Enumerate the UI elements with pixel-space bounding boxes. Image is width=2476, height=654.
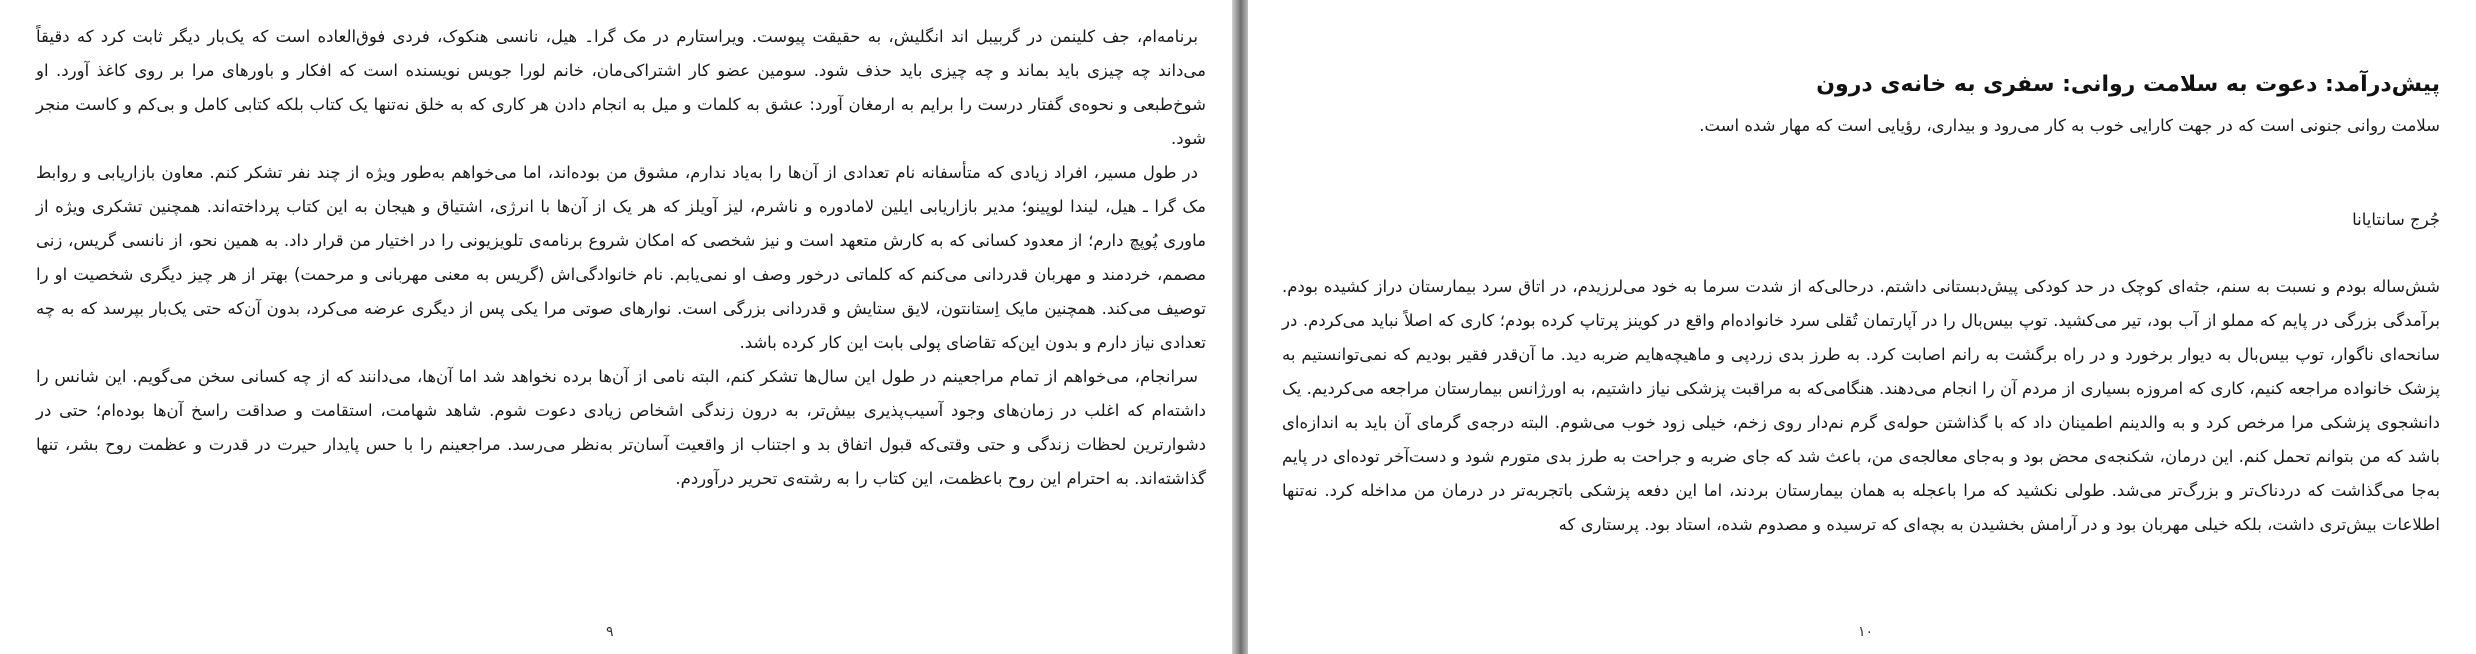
page-number-right: ۱۰ <box>1858 624 1874 640</box>
epigraph-attribution: جُرج سانتایانا <box>2352 210 2440 229</box>
acknowledgment-paragraph: در طول مسیر، افراد زیادی که متأسفانه نام تعدادی از آن‌ها را به‌یاد ندارم، مشوق من بوده‌اند، اما می‌خواهم به‌طور ویژه از چند نفر تشکر کنم. معاون بازاریابی و روابط مک گرا ـ هیل، لیندا لوپینو؛ مدیر بازاریابی ایلین لامادوره و ناشرم، لیز آویلز که هر یک از آن‌ها با انرژی، اشتیاق و هیجان به این کتاب پرداخته‌اند. همچنین تشکری ویژه از ماوری پُوپچ دارم؛ از معدود کسانی که به کارش متعهد است و نیز شخصی که امکان شروع برنامه‌ی تلویزیونی را در اختیار من قرار داد. به همین نحو، از نانسی گریس، زنی مصمم، خردمند و مهربان قدردانی می‌کنم که کلماتی درخور وصف او نمی‌یابم. نام خانوادگی‌اش (گریس به معنی مهربانی و مرحمت) بهتر از هر چیز دیگری شخصیت او را توصیف می‌کند. همچنین مایک اِستانتون، لایق ستایش و قدردانی بزرگی است. نوارهای صوتی مرا یکی پس از دیگری عرضه می‌کرد، بدون آن‌که حتی یک‌بار بپرسد که به چه تعدادی نیاز دارم و بدون این‌که تقاضای پولی بابت این کار کرده باشد. <box>36 163 1206 352</box>
page-number-left: ۹ <box>606 624 614 640</box>
right-page <box>1248 0 2476 654</box>
right-page-text <box>1282 270 2440 542</box>
acknowledgment-paragraph: برنامه‌ام، جف کلینمن در گربیبل اند انگلیش، به حقیقت پیوست. ویراستارم در مک گرا۔ هیل، نانسی هنکوک، فردی فوق‌العاده است که یک‌بار دیگر ثابت کرد که دقیقاً می‌داند چه چیزی باید بماند و چه چیزی باید حذف شود. سومین عضو کار اشتراکی‌مان، خانم لورا جویس نویسنده است که افکار و باورهای مرا بر روی کاغذ آورد. او شوخ‌طبعی و نحوه‌ی گفتار درست را برایم به ارمغان آورد: عشق به کلمات و میل به انجام دادن هر کاری که به خلق نه‌تنها یک کتاب بلکه کتابی کامل و بی‌کم و کاست منجر شود. <box>36 27 1206 148</box>
body-paragraph: شش‌ساله بودم و نسبت به سنم، جثه‌ای کوچک در حد کودکی پیش‌دبستانی داشتم. درحالی‌که از شدت سرما به خود می‌لرزیدم، در اتاق سرد بیمارستان دراز کشیده بودم. برآمدگی بزرگی در پایم که مملو از آب بود، تیر می‌کشید. توپ بیس‌بال را در آپارتمان تُقلی سرد خانواده‌ام واقع در کوینز پرتاپ کرده بودم؛ کاری که اصلاً نباید می‌کردم. در سانحه‌ای ناگوار، توپ بیس‌بال به دیوار برخورد و در راه برگشت به رانم اصابت کرد. به طرز بدی زردپی و ماهیچه‌هایم ضربه دید. ما آن‌قدر فقیر بودیم که نمی‌توانستیم به پزشک خانواده مراجعه کنیم، کاری که امروزه بسیاری از مردم آن را انجام می‌دهند. هنگامی‌که به مراقبت پزشکی نیاز داشتیم، به اورژانس بیمارستان مراجعه می‌کردیم. یک دانشجوی پزشکی مرا مرخص کرد و به والدینم اطمینان داد که با گذاشتن حوله‌ی گرم نم‌دار روی زخم، خیلی زود خوب می‌شوم. البته درجه‌ی گرمای آن باید به اندازه‌ای باشد که من بتوانم تحمل کنم. این درمان، شکنجه‌ی محض بود و به‌جای معالجه‌ی من، باعث شد که جای ضربه و جراحت به طرز بدی متورم شود و دست‌آخر توده‌ای در پایم به‌جا می‌گذاشت که دردناک‌تر و بزرگ‌تر می‌شد. طولی نکشید که مرا باعجله به همان بیمارستان بردند، اما این دفعه پزشکی باتجربه‌تر در درمان من مداخله کرد. نه‌تنها اطلاعات بیش‌تری داشت، بلکه خیلی مهربان بود و در آرامش بخشیدن به بچه‌ای که ترسیده و مصدوم شده، استاد بود. پرستاری که <box>1282 277 2440 534</box>
left-page <box>0 0 1232 654</box>
acknowledgment-paragraph: سرانجام، می‌خواهم از تمام مراجعینم در طول این سال‌ها تشکر کنم، البته نامی از آن‌ها برده نخواهد شد اما آن‌ها، می‌دانند که از چه کسانی سخن می‌گویم. این شانس را داشته‌ام که اغلب در زمان‌های وجود آسیب‌پذیری بیش‌تر، به درون زندگی اشخاص زیادی دعوت شوم. شاهد شهامت، استقامت و صداقت راسخ آن‌ها بوده‌ام؛ حتی در دشوارترین لحظات زندگی و حتی وقتی‌که قبول اتفاق بد و اجتناب از واقعیت آسان‌تر به‌نظر می‌رسد. مراجعینم را با حس پایدار حیرت در قدرت و عظمت روح بشر، تنها گذاشته‌اند. به احترام این روح باعظمت، این کتاب را به رشته‌ی تحریر درآوردم. <box>36 367 1206 488</box>
epigraph-quote: سلامت روانی جنونی است که در جهت کارایی خوب به کار می‌رود و بیداری، رؤیایی است که مهار شده است. <box>1699 116 2440 135</box>
chapter-title: پیش‌درآمد: دعوت به سلامت روانی: سفری به خانه‌ی درون <box>1816 72 2440 97</box>
book-gutter <box>1232 0 1248 654</box>
left-page-text <box>36 20 1206 496</box>
